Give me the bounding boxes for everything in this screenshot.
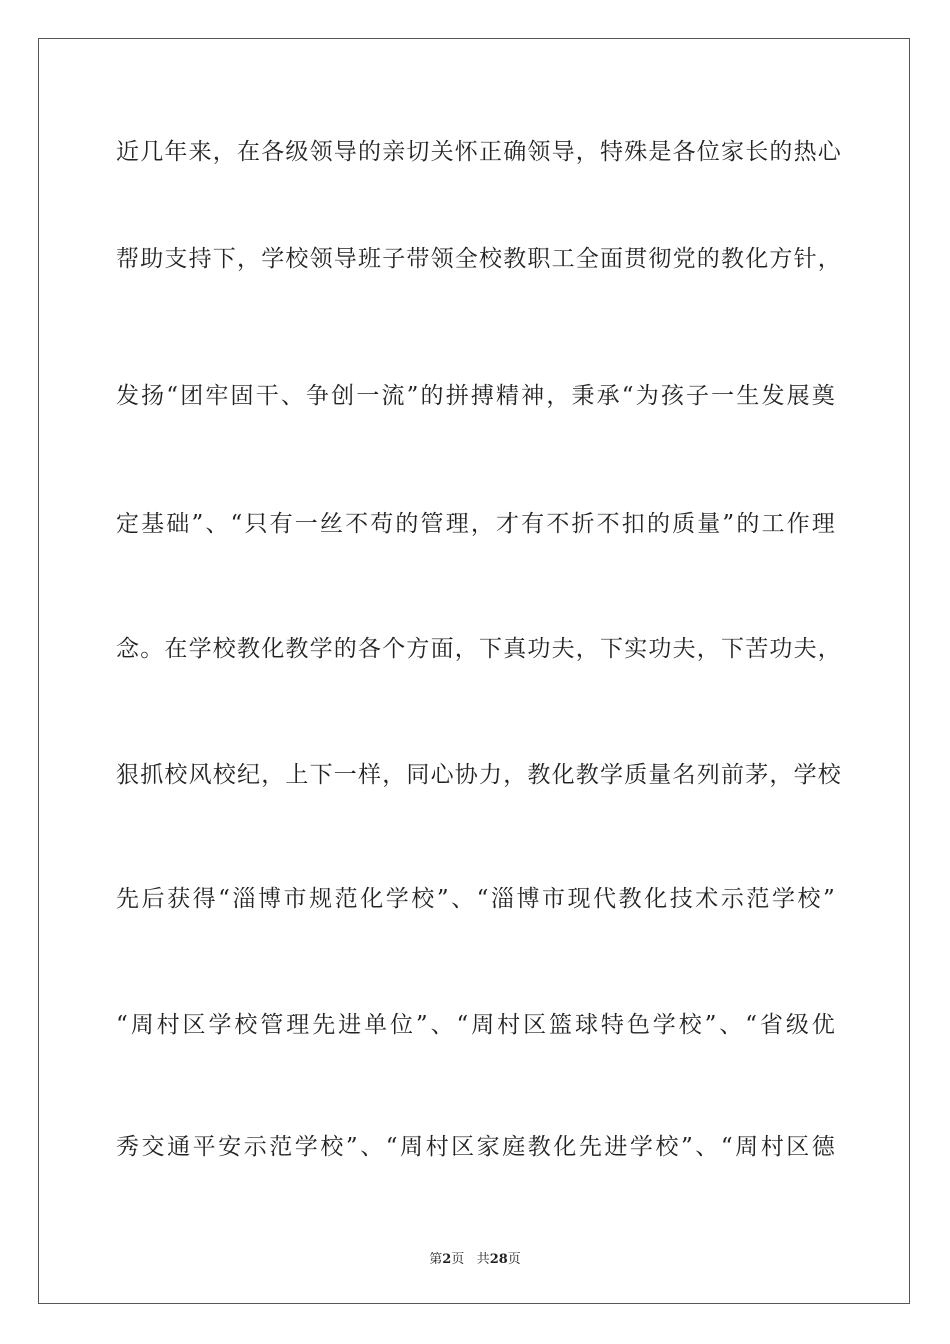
text-line-7: 先后获得“淄博市规范化学校”、“淄博市现代教化技术示范学校” bbox=[116, 886, 836, 912]
footer-page-number: 2 bbox=[442, 1252, 452, 1267]
footer-page-suffix: 页 bbox=[451, 1252, 465, 1267]
footer-total-prefix: 共 bbox=[476, 1252, 490, 1267]
text-line-9: 秀交通平安示范学校”、“周村区家庭教化先进学校”、“周村区德 bbox=[116, 1134, 836, 1160]
text-line-4: 定基础”、“只有一丝不苟的管理，才有不折不扣的质量”的工作理 bbox=[116, 511, 836, 537]
footer-total-suffix: 页 bbox=[507, 1252, 521, 1267]
footer-page-prefix: 第 bbox=[429, 1252, 443, 1267]
text-line-8: “周村区学校管理先进单位”、“周村区篮球特色学校”、“省级优 bbox=[116, 1012, 836, 1038]
text-line-3: 发扬“团牢固干、争创一流”的拼搏精神，秉承“为孩子一生发展奠 bbox=[116, 383, 836, 409]
text-line-2: 帮助支持下，学校领导班子带领全校教职工全面贯彻党的教化方针， bbox=[116, 246, 842, 272]
text-line-5: 念。在学校教化教学的各个方面，下真功夫，下实功夫，下苦功夫， bbox=[116, 636, 842, 662]
page-border bbox=[38, 38, 910, 1304]
page-footer bbox=[0, 1248, 950, 1267]
text-line-1: 近几年来，在各级领导的亲切关怀正确领导，特殊是各位家长的热心 bbox=[116, 139, 842, 165]
text-line-6: 狠抓校风校纪，上下一样，同心协力，教化教学质量名列前茅，学校 bbox=[116, 762, 842, 788]
footer-total-pages: 28 bbox=[489, 1252, 508, 1267]
